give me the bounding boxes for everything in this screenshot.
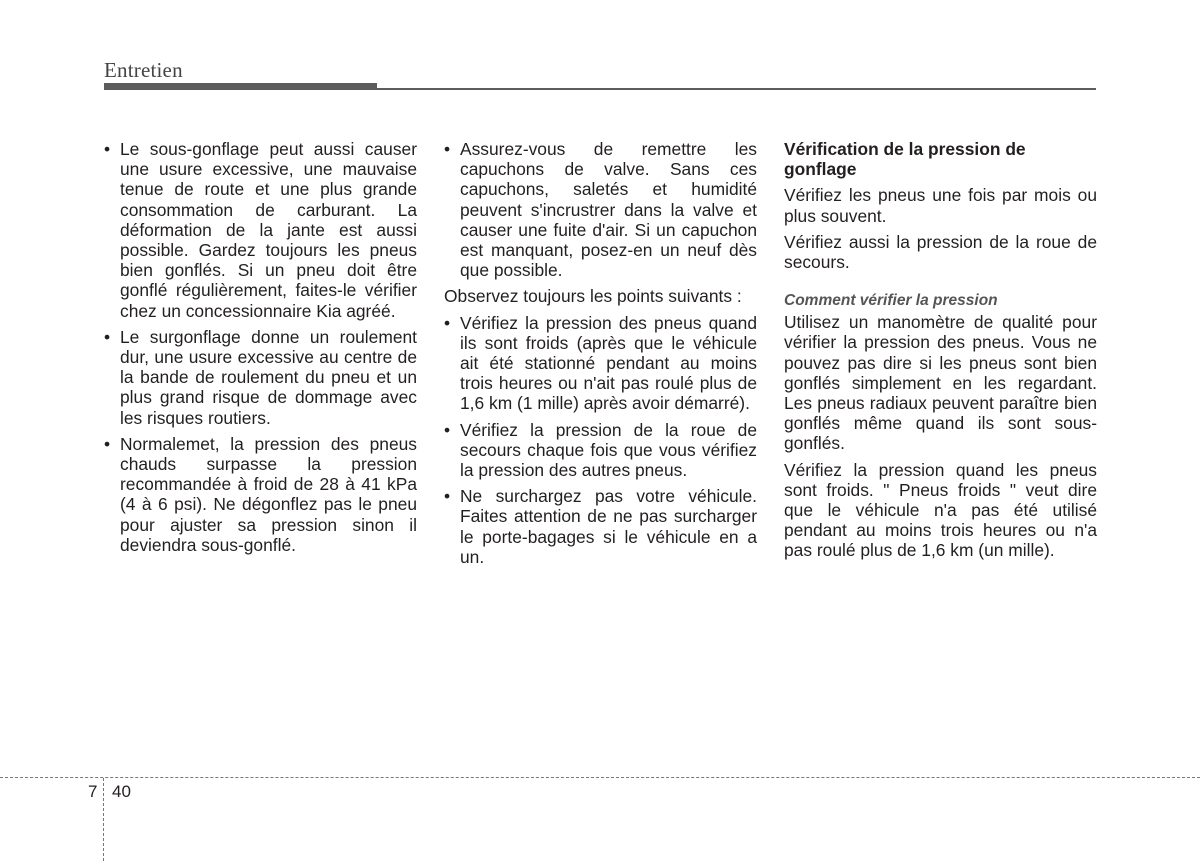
header-rule-thin	[377, 88, 1096, 90]
paragraph: Vérifiez les pneus une fois par mois ou plus souvent.	[784, 185, 1097, 226]
bullet-item: • Le surgonflage donne un roulement dur, une usure excessive au centre de la bande de roulement du pneu et un plus grand risque de dommage avec les risques routiers.	[104, 327, 417, 428]
paragraph: Vérifiez la pression quand les pneus sont froids. " Pneus froids " veut dire que le véhicule n'a pas été utilisé pendant au moins trois heures ou n'a pas roulé plus de 1,6 km (un mille).	[784, 459, 1097, 561]
bullet-item: • Ne surchargez pas votre véhicule. Faites attention de ne pas surcharger le porte-bagages si le véhicule en a un.	[444, 486, 757, 567]
footer-vertical-divider	[103, 778, 104, 861]
bullet-list	[444, 139, 757, 280]
footer-divider	[0, 777, 1200, 778]
column-right	[784, 139, 1097, 567]
bullet-item: • Vérifiez la pression de la roue de secours chaque fois que vous vérifiez la pression des autres pneus.	[444, 420, 757, 481]
subheading: Comment vérifier la pression	[784, 292, 998, 310]
paragraph: Vérifiez aussi la pression de la roue de secours.	[784, 231, 1097, 273]
chapter-number: 7	[88, 782, 98, 801]
header-rule-thick	[104, 83, 377, 90]
paragraph: Utilisez un manomètre de qualité pour vérifier la pression des pneus. Vous ne pouvez pas dire si les pneus sont bien gonflés simplement en les regardant. Les pneus radiaux peuvent paraître bien gonflés même quand ils sont sous-gonflés.	[784, 312, 1097, 454]
intro-paragraph: Observez toujours les points suivants :	[444, 286, 742, 307]
column-middle	[444, 139, 757, 573]
bullet-item: • Vérifiez la pression des pneus quand ils sont froids (après que le véhicule ait été stationné pendant au moins trois heures ou n'ait pas roulé plus de 1,6 km (1 mille) après avoir démarré).	[444, 313, 757, 414]
bullet-list	[104, 139, 417, 555]
bullet-item: • Le sous-gonflage peut aussi causer une usure excessive, une mauvaise tenue de route et une plus grande consommation de carburant. La déformation de la jante est aussi possible. Gardez toujours les pneus bien gonflés. Si un pneu doit être gonflé régulièrement, faites-le vérifier chez un concessionnaire Kia agréé.	[104, 139, 417, 321]
section-heading: Vérification de la pression de gonflage	[784, 139, 1026, 180]
section-title: Entretien	[104, 58, 183, 82]
page-number: 40	[112, 782, 131, 801]
bullet-item: • Assurez-vous de remettre les capuchons de valve. Sans ces capuchons, saletés et humidité peuvent s'incrustrer dans la valve et causer une fuite d'air. Si un capuchon est manquant, posez-en un neuf dès que possible.	[444, 139, 757, 280]
bullet-item: • Normalemet, la pression des pneus chauds surpasse la pression recommandée à froid de 28 à 41 kPa (4 à 6 psi). Ne dégonflez pas le pneu pour ajuster sa pression sinon il deviendra sous-gonflé.	[104, 434, 417, 555]
bullet-list	[444, 313, 757, 567]
column-left	[104, 139, 417, 561]
